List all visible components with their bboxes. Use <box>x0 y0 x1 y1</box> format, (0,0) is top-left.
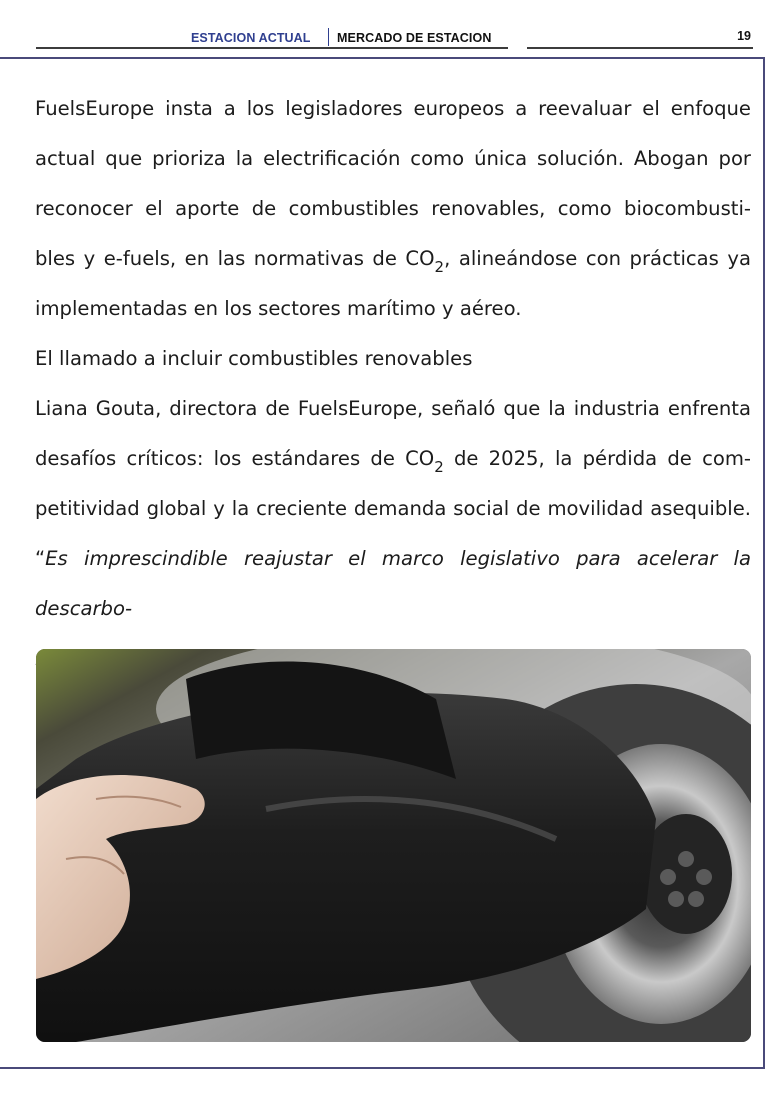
page-number: 19 <box>737 29 751 43</box>
text-fragment: , alineándose con prácticas ya <box>444 247 751 270</box>
paragraph-1-line-5: implementadas en los sectores marítimo y aéreo. <box>35 297 522 320</box>
article-body <box>35 84 751 684</box>
paragraph-1-line-1: FuelsEurope insta a los legisladores europeos a reevaluar el enfoque <box>35 97 751 120</box>
paragraph-2-line-2 <box>35 434 751 484</box>
subscript-2: 2 <box>434 458 444 476</box>
quote-open-mark: “ <box>35 547 46 570</box>
text-fragment: bles y e-fuels, en las normativas de CO <box>35 247 435 270</box>
quote-text: Es imprescindible reajustar el marco legislativo para acelerar la descarbo- <box>35 547 751 620</box>
paragraph-1-line-2: actual que prioriza la electrificación como única solución. Abogan por <box>35 147 751 170</box>
paragraph-1-line-4 <box>35 234 751 284</box>
header-rule-right <box>527 47 753 49</box>
section-label-mercado: MERCADO DE ESTACION <box>337 31 492 45</box>
subheading: El llamado a incluir combustibles renovables <box>35 347 473 370</box>
section-separator <box>328 28 329 46</box>
ev-charging-photo <box>36 649 751 1042</box>
text-fragment: desafíos críticos: los estándares de CO <box>35 447 435 470</box>
ev-charging-plug-illustration <box>36 649 751 1042</box>
paragraph-2-line-1: Liana Gouta, directora de FuelsEurope, señaló que la industria enfrenta <box>35 397 751 420</box>
paragraph-1-line-3: reconocer el aporte de combustibles renovables, como biocombusti- <box>35 197 751 220</box>
header-rule-left <box>36 47 508 49</box>
section-label-estacion-actual: ESTACION ACTUAL <box>191 31 311 45</box>
paragraph-2-line-3: petitividad global y la creciente demanda social de movilidad asequible. <box>35 497 751 520</box>
page-header <box>0 0 779 60</box>
text-fragment: de 2025, la pérdida de com- <box>443 447 751 470</box>
subscript-2: 2 <box>434 258 445 276</box>
quote-line-1 <box>35 534 751 634</box>
